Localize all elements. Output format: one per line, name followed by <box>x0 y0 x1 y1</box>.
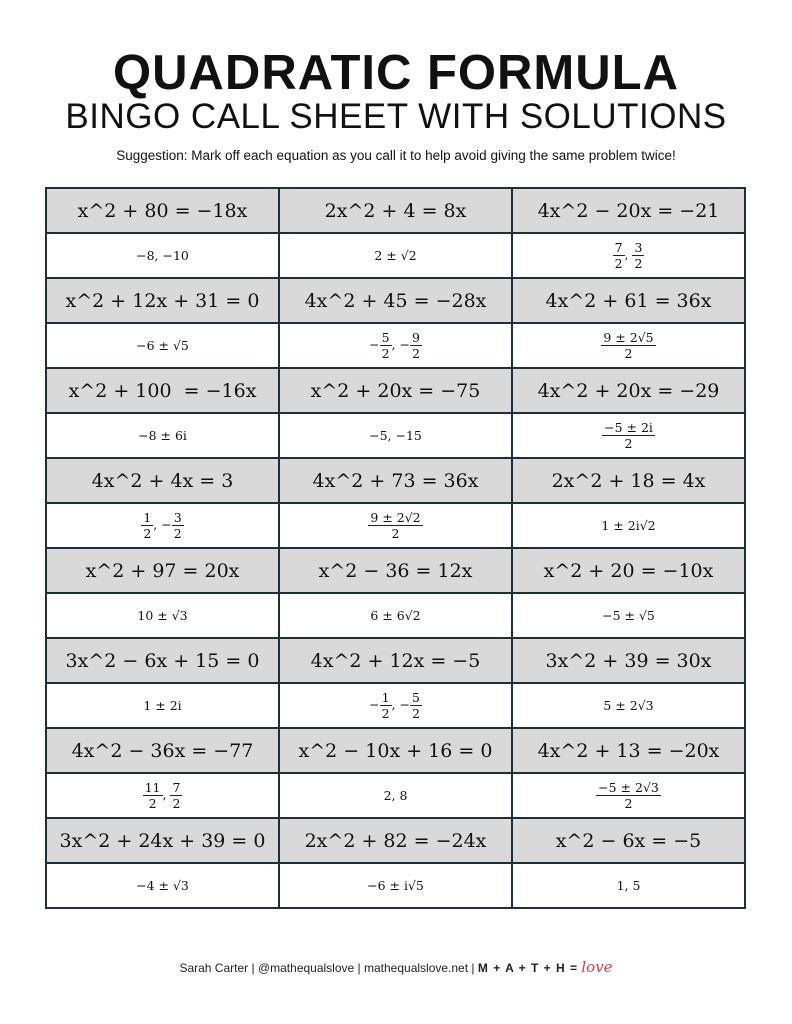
solution-cell: 2, 8 <box>279 773 512 818</box>
solution-cell: −6 ± √5 <box>46 323 279 368</box>
fraction-numerator: 7 <box>172 780 181 795</box>
fraction-sign: − <box>399 337 410 352</box>
footer-separator: | <box>251 961 255 975</box>
fraction-denominator: 2 <box>411 346 420 361</box>
solution-fraction <box>170 780 182 811</box>
equation-cell: 4x^2 + 12x = −5 <box>279 638 512 683</box>
fraction-denominator: 2 <box>411 706 420 721</box>
solution-cell: $\frac{7}{2}$ , $\frac{3}{2}$ <box>512 233 745 278</box>
fraction-numerator: 5 <box>411 690 420 705</box>
equation-cell: 3x^2 − 6x + 15 = 0 <box>46 638 279 683</box>
fraction-denominator: 2 <box>624 436 633 451</box>
solution-cell: 10 ± √3 <box>46 593 279 638</box>
solution-cell: −5, −15 <box>279 413 512 458</box>
solution-cell: 5 ± 2√3 <box>512 683 745 728</box>
solution-fraction <box>380 690 392 721</box>
fraction-numerator: −5 ± 2√3 <box>598 780 659 795</box>
footer-author: Sarah Carter <box>179 961 249 975</box>
fraction-sign: − <box>369 697 380 712</box>
equation-cell: x^2 + 20 = −10x <box>512 548 745 593</box>
solution-fraction <box>601 330 655 361</box>
solution-cell <box>512 413 745 458</box>
equation-cell: 4x^2 + 4x = 3 <box>46 458 279 503</box>
equation-row <box>46 368 745 413</box>
footer-handle: @mathequalslove <box>257 961 355 975</box>
solution-row <box>46 503 745 548</box>
solution-row <box>46 773 745 818</box>
footer-site: mathequalslove.net <box>364 961 469 975</box>
equation-cell: x^2 − 10x + 16 = 0 <box>279 728 512 773</box>
equation-cell: 4x^2 − 36x = −77 <box>46 728 279 773</box>
fraction-sign: − <box>161 517 172 532</box>
footer <box>0 958 792 976</box>
fraction-denominator: 2 <box>148 796 157 811</box>
solution-fraction <box>143 780 163 811</box>
solution-cell: 1 ± 2i√2 <box>512 503 745 548</box>
solution-fraction <box>602 420 655 451</box>
solution-cell: 2 ± √2 <box>279 233 512 278</box>
solution-cell: −5 ± √5 <box>512 593 745 638</box>
equation-cell: 4x^2 − 20x = −21 <box>512 188 745 233</box>
solution-row <box>46 593 745 638</box>
fraction-denominator: 2 <box>173 526 182 541</box>
fraction-numerator: 11 <box>144 780 161 795</box>
solution-row <box>46 323 745 368</box>
solution-fraction <box>368 510 422 541</box>
solution-cell: 1 ± 2i <box>46 683 279 728</box>
fraction-sign: − <box>399 697 410 712</box>
page-title: QUADRATIC FORMULA <box>113 46 679 100</box>
solution-fraction <box>596 780 661 811</box>
fraction-denominator: 2 <box>624 346 633 361</box>
equation-cell: x^2 + 100 = −16x <box>46 368 279 413</box>
fraction-numerator: 9 ± 2√5 <box>603 330 654 345</box>
equation-cell: 4x^2 + 13 = −20x <box>512 728 745 773</box>
solution-cell <box>512 773 745 818</box>
solution-cell: −8, −10 <box>46 233 279 278</box>
equation-cell: 4x^2 + 61 = 36x <box>512 278 745 323</box>
fraction-denominator: 2 <box>381 706 390 721</box>
fraction-numerator: 3 <box>634 240 643 255</box>
equation-cell: x^2 + 80 = −18x <box>46 188 279 233</box>
fraction-denominator: 2 <box>172 796 181 811</box>
solution-row <box>46 413 745 458</box>
fraction-numerator: 3 <box>173 510 182 525</box>
fraction-denominator: 2 <box>381 346 390 361</box>
solution-row <box>46 863 745 908</box>
solution-fraction <box>172 510 184 541</box>
equation-cell: 2x^2 + 4 = 8x <box>279 188 512 233</box>
fraction-sign: − <box>369 337 380 352</box>
equation-cell: 4x^2 + 73 = 36x <box>279 458 512 503</box>
equation-row <box>46 548 745 593</box>
solution-fraction <box>613 240 625 271</box>
equation-row <box>46 728 745 773</box>
solution-cell <box>512 323 745 368</box>
fraction-numerator: 9 ± 2√2 <box>370 510 421 525</box>
solution-cell: 1, 5 <box>512 863 745 908</box>
equation-row <box>46 818 745 863</box>
solution-cell: 6 ± 6√2 <box>279 593 512 638</box>
bingo-call-table <box>45 187 746 909</box>
footer-separator: | <box>471 961 475 975</box>
fraction-numerator: 1 <box>381 690 390 705</box>
fraction-numerator: 7 <box>614 240 623 255</box>
equation-cell: 2x^2 + 18 = 4x <box>512 458 745 503</box>
footer-separator: | <box>357 961 361 975</box>
suggestion-text: Suggestion: Mark off each equation as you call it to help avoid giving the same problem twice! <box>116 148 676 163</box>
solution-cell: −8 ± 6i <box>46 413 279 458</box>
solution-cell: −6 ± i√5 <box>279 863 512 908</box>
equation-cell: 4x^2 + 20x = −29 <box>512 368 745 413</box>
equation-cell: x^2 − 6x = −5 <box>512 818 745 863</box>
solution-cell: − $\frac{1}{2}$ , − $\frac{5}{2}$ <box>279 683 512 728</box>
fraction-denominator: 2 <box>391 526 400 541</box>
fraction-denominator: 2 <box>624 796 633 811</box>
solution-row <box>46 233 745 278</box>
equation-cell: 2x^2 + 82 = −24x <box>279 818 512 863</box>
equation-cell: x^2 + 20x = −75 <box>279 368 512 413</box>
equation-row <box>46 638 745 683</box>
solution-row <box>46 683 745 728</box>
equation-cell: 4x^2 + 45 = −28x <box>279 278 512 323</box>
fraction-numerator: −5 ± 2i <box>604 420 653 435</box>
solution-cell: $\frac{11}{2}$ , $\frac{7}{2}$ <box>46 773 279 818</box>
solution-cell: − $\frac{5}{2}$ , − $\frac{9}{2}$ <box>279 323 512 368</box>
solution-cell: $\frac{1}{2}$ , − $\frac{3}{2}$ <box>46 503 279 548</box>
solution-fraction <box>410 690 422 721</box>
fraction-numerator: 5 <box>381 330 390 345</box>
footer-logo-love: love <box>581 958 613 976</box>
fraction-denominator: 2 <box>634 256 643 271</box>
page-subtitle: BINGO CALL SHEET WITH SOLUTIONS <box>65 97 727 136</box>
equation-cell: 3x^2 + 24x + 39 = 0 <box>46 818 279 863</box>
solution-cell <box>279 503 512 548</box>
fraction-denominator: 2 <box>143 526 152 541</box>
fraction-numerator: 1 <box>143 510 152 525</box>
fraction-numerator: 9 <box>411 330 420 345</box>
equation-row <box>46 458 745 503</box>
equation-cell: x^2 + 12x + 31 = 0 <box>46 278 279 323</box>
solution-fraction <box>632 240 644 271</box>
solution-fraction <box>380 330 392 361</box>
footer-logo-text: M + A + T + H = <box>477 961 579 975</box>
equation-cell: 3x^2 + 39 = 30x <box>512 638 745 683</box>
solution-fraction <box>410 330 422 361</box>
equation-row <box>46 278 745 323</box>
solution-cell: −4 ± √3 <box>46 863 279 908</box>
equation-cell: x^2 − 36 = 12x <box>279 548 512 593</box>
solution-fraction <box>141 510 153 541</box>
equation-row <box>46 188 745 233</box>
fraction-denominator: 2 <box>614 256 623 271</box>
equation-cell: x^2 + 97 = 20x <box>46 548 279 593</box>
